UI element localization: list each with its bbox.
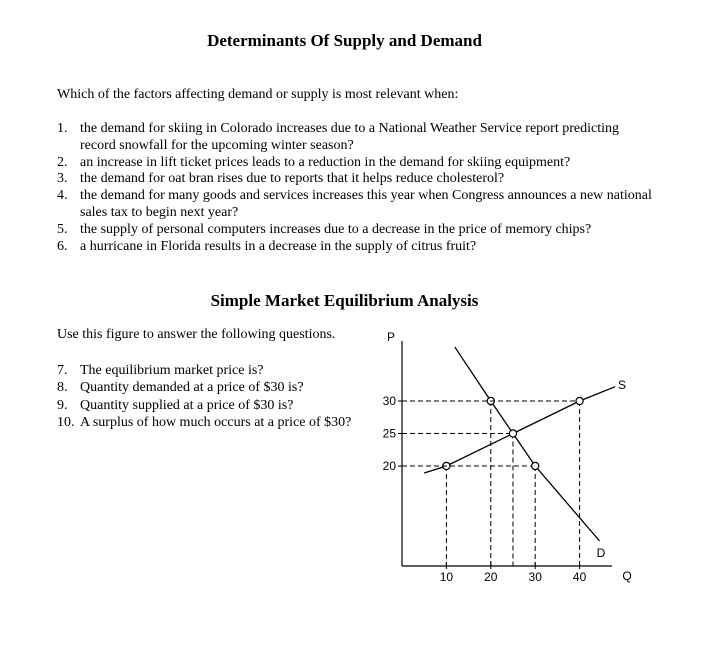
question-number: 4.: [57, 188, 68, 204]
y-tick-label: 25: [382, 426, 396, 441]
market-point: [576, 397, 583, 404]
question-number: 6.: [57, 238, 68, 254]
question-text: Quantity supplied at a price of $30 is?: [80, 397, 294, 413]
intro-text: Which of the factors affecting demand or supply is most relevant when:: [57, 87, 459, 102]
question-number: 5.: [57, 221, 68, 237]
demand-curve: [455, 347, 600, 541]
question-text: an increase in lift ticket prices leads to a reduction in the demand for skiing equipment?: [80, 154, 571, 170]
section-instruction: Use this figure to answer the following questions.: [57, 327, 336, 342]
question-text: the demand for many goods and services increases this year when Congress announces a new national sales tax to begin next year?: [80, 188, 652, 220]
section-title: Simple Market Equilibrium Analysis: [210, 291, 479, 310]
question-text: a hurricane in Florida results in a decrease in the supply of citrus fruit?: [80, 238, 477, 254]
question-number: 8.: [57, 380, 68, 396]
question-number: 3.: [57, 171, 68, 187]
question-text: Quantity demanded at a price of $30 is?: [80, 380, 304, 396]
x-tick-label: 10: [439, 570, 454, 584]
question-number: 9.: [57, 397, 68, 413]
supply-label: S: [617, 378, 627, 392]
supply-curve: [424, 387, 615, 473]
question-text: the supply of personal computers increases due to a decrease in the price of memory chips?: [80, 221, 592, 237]
question-text: The equilibrium market price is?: [80, 363, 264, 378]
y-tick-label: 20: [382, 459, 396, 473]
question-number: 10.: [57, 414, 75, 430]
question-text: the demand for oat bran rises due to reports that it helps reduce cholesterol?: [80, 171, 505, 187]
y-tick-label: 30: [382, 394, 396, 408]
question-number: 7.: [57, 363, 68, 378]
question-text: the demand for skiing in Colorado increases due to a National Weather Service report predicting record snowfall for the upcoming winter season?: [80, 121, 619, 153]
question-text: A surplus of how much occurs at a price of $30?: [80, 414, 352, 430]
page-title: Determinants Of Supply and Demand: [207, 31, 482, 50]
question-number: 2.: [57, 154, 68, 170]
question-number: 1.: [57, 121, 68, 136]
market-point: [532, 462, 539, 469]
x-tick-label: 40: [572, 570, 587, 584]
y-axis-label: P: [386, 330, 396, 344]
market-point: [509, 430, 516, 437]
x-tick-label: 20: [484, 570, 498, 584]
x-axis-label: Q: [622, 569, 632, 583]
x-tick-label: 30: [528, 570, 542, 584]
demand-label: D: [596, 546, 606, 560]
